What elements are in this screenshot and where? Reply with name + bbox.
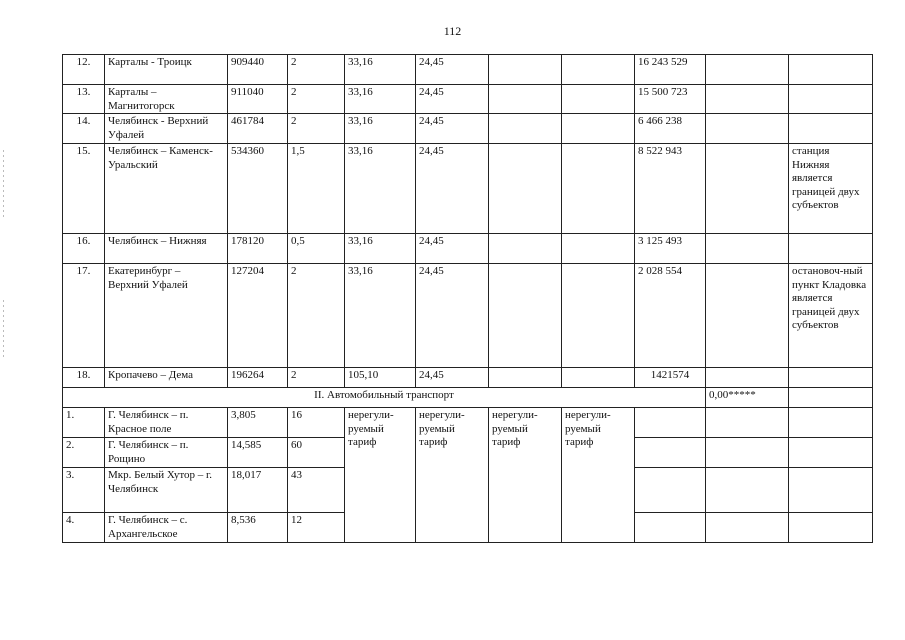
tariff-note: нерегули-руемый тариф	[416, 408, 489, 543]
amount: 1421574	[635, 368, 706, 388]
empty-cell	[562, 85, 635, 114]
scan-edge-mark	[3, 150, 4, 220]
route-name: Г. Челябинск – с. Архангельское	[105, 513, 228, 543]
empty-cell	[789, 408, 873, 438]
train-count: 2	[288, 55, 345, 85]
route-code: 196264	[228, 368, 288, 388]
empty-cell	[706, 85, 789, 114]
tariff-a: 33,16	[345, 55, 416, 85]
route-distance: 3,805	[228, 408, 288, 438]
trip-count: 16	[288, 408, 345, 438]
scan-edge-mark	[3, 300, 4, 360]
empty-cell	[489, 85, 562, 114]
empty-cell	[562, 144, 635, 234]
amount: 8 522 943	[635, 144, 706, 234]
tariff-b: 24,45	[416, 85, 489, 114]
empty-cell	[789, 513, 873, 543]
note	[789, 368, 873, 388]
amount: 15 500 723	[635, 85, 706, 114]
empty-cell	[489, 234, 562, 264]
row-number: 12.	[63, 55, 105, 85]
empty-cell	[706, 408, 789, 438]
empty-cell	[706, 55, 789, 85]
train-count: 2	[288, 264, 345, 368]
row-number: 15.	[63, 144, 105, 234]
table-row	[63, 408, 873, 438]
route-name: Мкр. Белый Хутор – г. Челябинск	[105, 468, 228, 513]
amount: 16 243 529	[635, 55, 706, 85]
row-number: 13.	[63, 85, 105, 114]
table-row	[63, 85, 873, 114]
train-count: 2	[288, 368, 345, 388]
note	[789, 114, 873, 144]
empty-cell	[706, 264, 789, 368]
table-row	[63, 264, 873, 368]
empty-cell	[562, 264, 635, 368]
empty-cell	[635, 408, 706, 438]
note: станция Нижняя является границей двух субъектов	[789, 144, 873, 234]
table-row	[63, 114, 873, 144]
route-name: Карталы - Троицк	[105, 55, 228, 85]
amount: 6 466 238	[635, 114, 706, 144]
empty-cell	[489, 114, 562, 144]
route-code: 909440	[228, 55, 288, 85]
table-row	[63, 144, 873, 234]
tariff-a: 33,16	[345, 264, 416, 368]
table-row	[63, 234, 873, 264]
amount: 3 125 493	[635, 234, 706, 264]
tariff-a: 33,16	[345, 85, 416, 114]
tariff-b: 24,45	[416, 144, 489, 234]
tariff-table	[62, 54, 873, 543]
empty-cell	[489, 144, 562, 234]
note: остановоч-ный пункт Кладовка является границей двух субъектов	[789, 264, 873, 368]
trip-count: 43	[288, 468, 345, 513]
empty-cell	[789, 468, 873, 513]
route-code: 534360	[228, 144, 288, 234]
section-value: 0,00*****	[706, 388, 789, 408]
route-name: Челябинск – Нижняя	[105, 234, 228, 264]
note	[789, 85, 873, 114]
tariff-b: 24,45	[416, 234, 489, 264]
tariff-b: 24,45	[416, 114, 489, 144]
tariff-a: 33,16	[345, 114, 416, 144]
section-row	[63, 388, 873, 408]
row-number: 2.	[63, 438, 105, 468]
empty-cell	[635, 438, 706, 468]
row-number: 16.	[63, 234, 105, 264]
tariff-a: 33,16	[345, 144, 416, 234]
empty-cell	[489, 264, 562, 368]
route-distance: 18,017	[228, 468, 288, 513]
empty-cell	[562, 114, 635, 144]
note	[789, 55, 873, 85]
tariff-note: нерегули-руемый тариф	[345, 408, 416, 543]
tariff-a: 33,16	[345, 234, 416, 264]
tariff-a: 105,10	[345, 368, 416, 388]
route-name: Г. Челябинск – п. Красное поле	[105, 408, 228, 438]
empty-cell	[706, 234, 789, 264]
route-name: Челябинск - Верхний Уфалей	[105, 114, 228, 144]
tariff-b: 24,45	[416, 368, 489, 388]
table-row	[63, 368, 873, 388]
amount: 2 028 554	[635, 264, 706, 368]
row-number: 3.	[63, 468, 105, 513]
empty-cell	[706, 114, 789, 144]
empty-cell	[789, 438, 873, 468]
tariff-note: нерегули-руемый тариф	[562, 408, 635, 543]
train-count: 1,5	[288, 144, 345, 234]
table-row	[63, 55, 873, 85]
route-code: 178120	[228, 234, 288, 264]
tariff-note: нерегули-руемый тариф	[489, 408, 562, 543]
route-name: Челябинск – Каменск-Уральский	[105, 144, 228, 234]
row-number: 1.	[63, 408, 105, 438]
route-code: 461784	[228, 114, 288, 144]
trip-count: 60	[288, 438, 345, 468]
route-name: Екатеринбург – Верхний Уфалей	[105, 264, 228, 368]
row-number: 17.	[63, 264, 105, 368]
route-name: Г. Челябинск – п. Рощино	[105, 438, 228, 468]
empty-cell	[489, 368, 562, 388]
route-distance: 8,536	[228, 513, 288, 543]
trip-count: 12	[288, 513, 345, 543]
page-number: 112	[443, 24, 462, 38]
tariff-b: 24,45	[416, 264, 489, 368]
empty-cell	[706, 468, 789, 513]
empty-cell	[562, 234, 635, 264]
empty-cell	[706, 513, 789, 543]
route-code: 127204	[228, 264, 288, 368]
route-name: Карталы – Магнитогорск	[105, 85, 228, 114]
row-number: 18.	[63, 368, 105, 388]
train-count: 2	[288, 114, 345, 144]
train-count: 2	[288, 85, 345, 114]
route-code: 911040	[228, 85, 288, 114]
empty-cell	[789, 388, 873, 408]
empty-cell	[489, 55, 562, 85]
empty-cell	[706, 144, 789, 234]
route-distance: 14,585	[228, 438, 288, 468]
row-number: 4.	[63, 513, 105, 543]
empty-cell	[562, 55, 635, 85]
empty-cell	[635, 513, 706, 543]
empty-cell	[706, 368, 789, 388]
tariff-b: 24,45	[416, 55, 489, 85]
empty-cell	[706, 438, 789, 468]
route-name: Кропачево – Дема	[105, 368, 228, 388]
section-title: II. Автомобильный транспорт	[63, 388, 706, 408]
note	[789, 234, 873, 264]
row-number: 14.	[63, 114, 105, 144]
train-count: 0,5	[288, 234, 345, 264]
empty-cell	[635, 468, 706, 513]
empty-cell	[562, 368, 635, 388]
